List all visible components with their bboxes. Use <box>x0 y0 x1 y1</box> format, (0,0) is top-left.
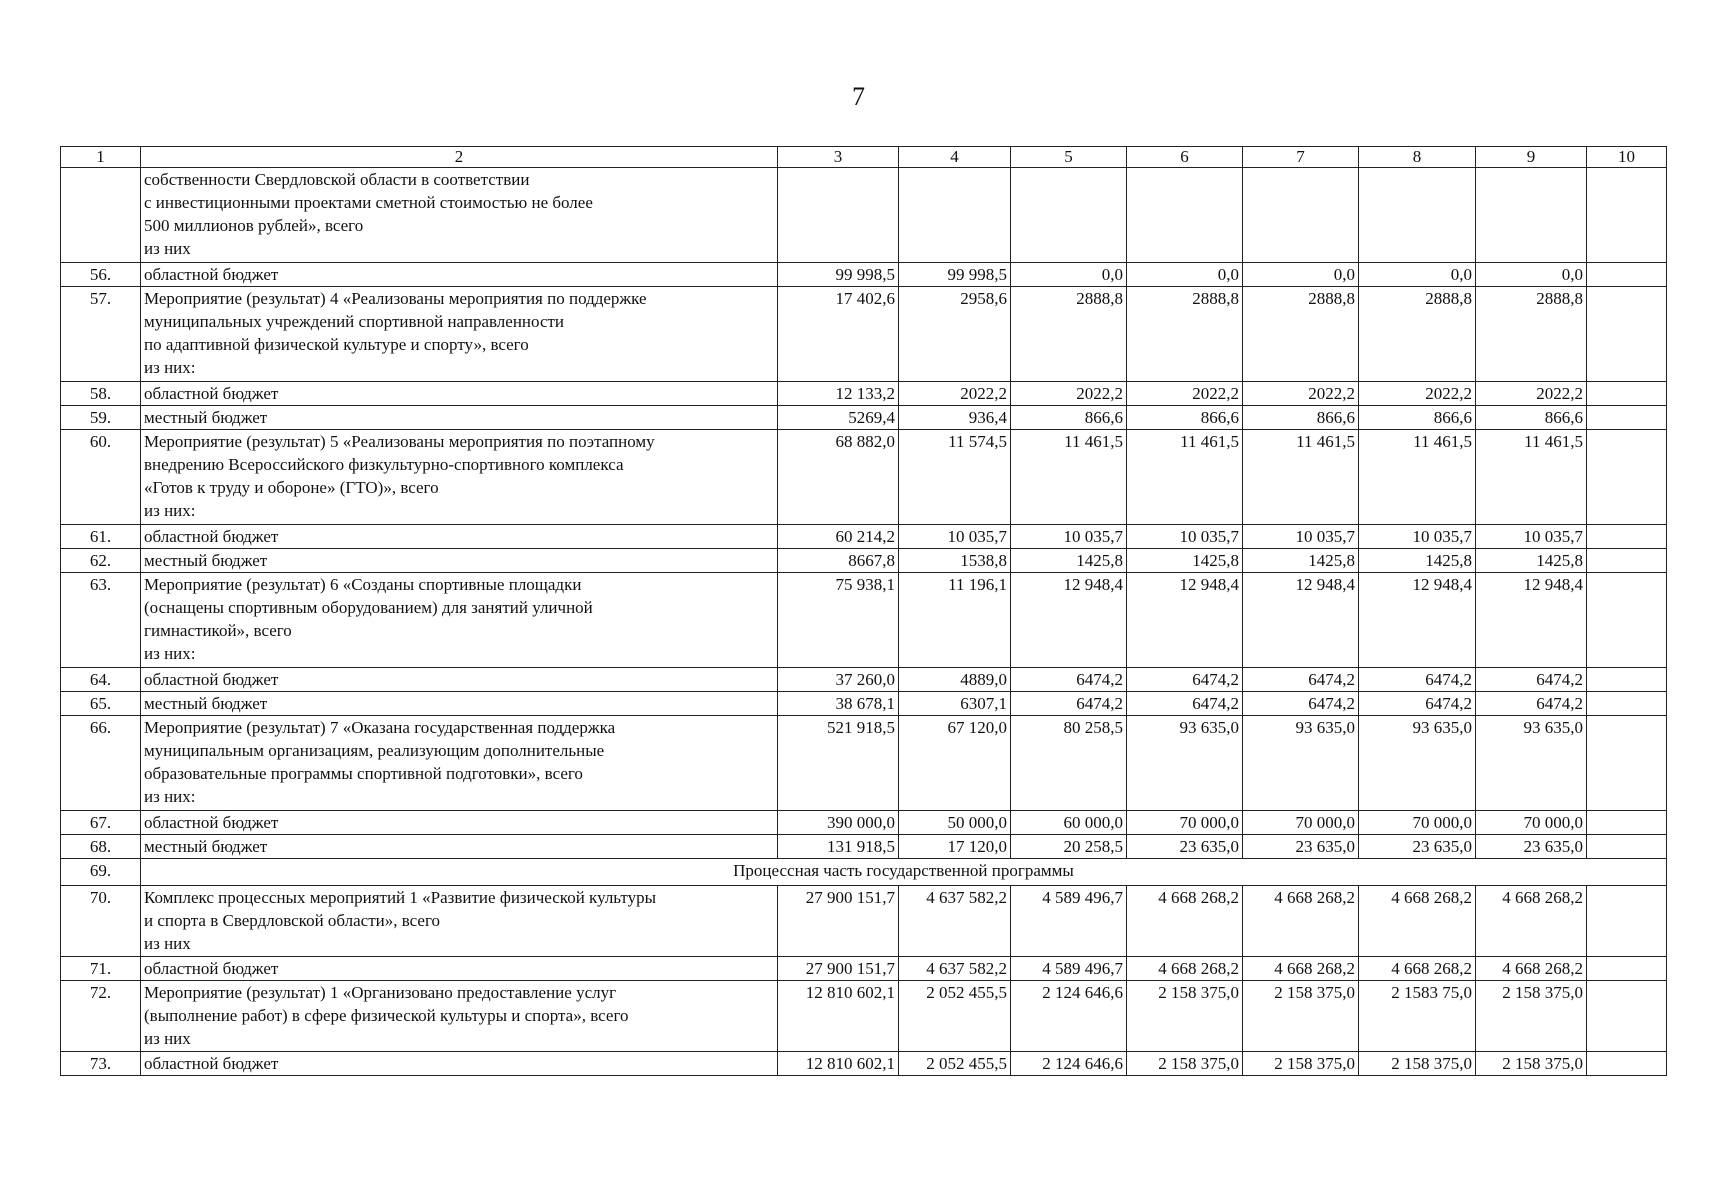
value-cell: 6474,2 <box>1243 668 1359 692</box>
table-row <box>61 811 1667 835</box>
value-cell: 6307,1 <box>899 692 1011 716</box>
value-cell: 866,6 <box>1011 406 1127 430</box>
value-cell: 0,0 <box>1127 263 1243 287</box>
table-row <box>61 835 1667 859</box>
value-cell: 27 900 151,7 <box>778 957 899 981</box>
column-header: 4 <box>899 147 1011 168</box>
description-line: из них <box>144 239 191 258</box>
row-number: 62. <box>61 549 141 573</box>
description-line: местный бюджет <box>144 837 268 856</box>
page-number: 7 <box>852 82 865 111</box>
value-cell: 60 000,0 <box>1011 811 1127 835</box>
value-cell: 11 461,5 <box>1243 430 1359 525</box>
value-cell: 2022,2 <box>1011 382 1127 406</box>
value-cell: 11 461,5 <box>1127 430 1243 525</box>
value-cell: 12 948,4 <box>1359 573 1476 668</box>
row-description <box>141 525 778 549</box>
row-description <box>141 668 778 692</box>
description-line: из них: <box>144 787 196 806</box>
value-cell: 10 035,7 <box>1243 525 1359 549</box>
value-cell: 2 158 375,0 <box>1127 1052 1243 1076</box>
description-line: внедрению Всероссийского физкультурно-спортивного комплекса <box>144 455 624 474</box>
value-cell: 12 948,4 <box>1243 573 1359 668</box>
value-cell: 6474,2 <box>1359 692 1476 716</box>
value-cell <box>1587 382 1667 406</box>
row-number: 61. <box>61 525 141 549</box>
table-row <box>61 668 1667 692</box>
value-cell: 1425,8 <box>1127 549 1243 573</box>
table-row <box>61 406 1667 430</box>
value-cell: 4 668 268,2 <box>1476 886 1587 957</box>
value-cell: 5269,4 <box>778 406 899 430</box>
value-cell: 866,6 <box>1243 406 1359 430</box>
description-line: из них <box>144 934 191 953</box>
description-line: и спорта в Свердловской области», всего <box>144 911 441 930</box>
value-cell: 4 637 582,2 <box>899 886 1011 957</box>
value-cell: 4889,0 <box>899 668 1011 692</box>
table-row <box>61 1052 1667 1076</box>
value-cell: 4 589 496,7 <box>1011 886 1127 957</box>
description-line: местный бюджет <box>144 408 268 427</box>
value-cell: 93 635,0 <box>1359 716 1476 811</box>
description-line: областной бюджет <box>144 384 279 403</box>
value-cell <box>1587 835 1667 859</box>
value-cell: 12 948,4 <box>1011 573 1127 668</box>
value-cell: 99 998,5 <box>778 263 899 287</box>
value-cell: 2022,2 <box>899 382 1011 406</box>
row-description <box>141 886 778 957</box>
column-header: 9 <box>1476 147 1587 168</box>
value-cell <box>1587 287 1667 382</box>
description-line: Мероприятие (результат) 4 «Реализованы мероприятия по поддержке <box>144 289 647 308</box>
value-cell: 2958,6 <box>899 287 1011 382</box>
row-description <box>141 287 778 382</box>
value-cell: 10 035,7 <box>1476 525 1587 549</box>
value-cell: 23 635,0 <box>1359 835 1476 859</box>
description-line: областной бюджет <box>144 959 279 978</box>
description-line: областной бюджет <box>144 1054 279 1073</box>
column-header: 7 <box>1243 147 1359 168</box>
value-cell: 12 948,4 <box>1127 573 1243 668</box>
value-cell: 93 635,0 <box>1127 716 1243 811</box>
description-line: муниципальных учреждений спортивной направленности <box>144 312 565 331</box>
value-cell <box>1587 981 1667 1052</box>
value-cell: 1538,8 <box>899 549 1011 573</box>
table-row <box>61 692 1667 716</box>
row-number: 60. <box>61 430 141 525</box>
value-cell <box>1359 168 1476 263</box>
row-description <box>141 263 778 287</box>
value-cell: 10 035,7 <box>1127 525 1243 549</box>
value-cell: 6474,2 <box>1127 668 1243 692</box>
table-row <box>61 886 1667 957</box>
description-line: образовательные программы спортивной подготовки», всего <box>144 764 583 783</box>
row-number: 71. <box>61 957 141 981</box>
description-line: местный бюджет <box>144 551 268 570</box>
value-cell: 20 258,5 <box>1011 835 1127 859</box>
row-number <box>61 168 141 263</box>
value-cell: 67 120,0 <box>899 716 1011 811</box>
value-cell: 0,0 <box>1011 263 1127 287</box>
value-cell: 99 998,5 <box>899 263 1011 287</box>
row-number: 69. <box>61 859 141 886</box>
value-cell: 11 461,5 <box>1359 430 1476 525</box>
description-line: 500 миллионов рублей», всего <box>144 216 364 235</box>
table-row <box>61 263 1667 287</box>
value-cell: 2888,8 <box>1243 287 1359 382</box>
value-cell: 2 052 455,5 <box>899 1052 1011 1076</box>
column-header: 2 <box>141 147 778 168</box>
value-cell: 6474,2 <box>1476 668 1587 692</box>
value-cell: 10 035,7 <box>1011 525 1127 549</box>
value-cell: 75 938,1 <box>778 573 899 668</box>
value-cell: 12 948,4 <box>1476 573 1587 668</box>
value-cell: 2 158 375,0 <box>1476 1052 1587 1076</box>
value-cell: 38 678,1 <box>778 692 899 716</box>
description-line: из них: <box>144 644 196 663</box>
value-cell: 4 637 582,2 <box>899 957 1011 981</box>
value-cell: 2888,8 <box>1011 287 1127 382</box>
table-row <box>61 430 1667 525</box>
row-description <box>141 406 778 430</box>
value-cell <box>1587 573 1667 668</box>
row-description <box>141 168 778 263</box>
table-row <box>61 382 1667 406</box>
description-line: из них: <box>144 358 196 377</box>
value-cell: 936,4 <box>899 406 1011 430</box>
value-cell: 866,6 <box>1476 406 1587 430</box>
value-cell: 11 574,5 <box>899 430 1011 525</box>
value-cell: 4 668 268,2 <box>1127 886 1243 957</box>
value-cell: 10 035,7 <box>1359 525 1476 549</box>
table-row <box>61 716 1667 811</box>
description-line: из них: <box>144 501 196 520</box>
row-number: 59. <box>61 406 141 430</box>
value-cell: 6474,2 <box>1127 692 1243 716</box>
row-description <box>141 573 778 668</box>
value-cell: 131 918,5 <box>778 835 899 859</box>
value-cell: 23 635,0 <box>1127 835 1243 859</box>
value-cell: 12 810 602,1 <box>778 981 899 1052</box>
value-cell <box>1587 692 1667 716</box>
row-number: 64. <box>61 668 141 692</box>
description-line: местный бюджет <box>144 694 268 713</box>
column-header: 5 <box>1011 147 1127 168</box>
value-cell: 0,0 <box>1476 263 1587 287</box>
value-cell: 4 668 268,2 <box>1243 886 1359 957</box>
value-cell <box>1587 549 1667 573</box>
value-cell <box>1587 668 1667 692</box>
value-cell: 2 052 455,5 <box>899 981 1011 1052</box>
row-description <box>141 430 778 525</box>
description-line: Мероприятие (результат) 7 «Оказана государственная поддержка <box>144 718 616 737</box>
row-number: 63. <box>61 573 141 668</box>
table-row <box>61 573 1667 668</box>
value-cell <box>1127 168 1243 263</box>
description-line: (оснащены спортивным оборудованием) для занятий уличной <box>144 598 593 617</box>
description-line: из них <box>144 1029 191 1048</box>
value-cell: 17 120,0 <box>899 835 1011 859</box>
value-cell: 2 124 646,6 <box>1011 981 1127 1052</box>
value-cell: 390 000,0 <box>778 811 899 835</box>
row-number: 73. <box>61 1052 141 1076</box>
value-cell <box>1587 430 1667 525</box>
description-line: с инвестиционными проектами сметной стоимостью не более <box>144 193 593 212</box>
value-cell: 70 000,0 <box>1359 811 1476 835</box>
value-cell <box>1587 263 1667 287</box>
row-number: 66. <box>61 716 141 811</box>
value-cell: 6474,2 <box>1011 668 1127 692</box>
value-cell: 6474,2 <box>1011 692 1127 716</box>
value-cell: 37 260,0 <box>778 668 899 692</box>
description-line: Мероприятие (результат) 6 «Созданы спортивные площадки <box>144 575 582 594</box>
value-cell: 93 635,0 <box>1243 716 1359 811</box>
value-cell: 11 196,1 <box>899 573 1011 668</box>
value-cell: 2888,8 <box>1476 287 1587 382</box>
value-cell: 12 810 602,1 <box>778 1052 899 1076</box>
value-cell: 2022,2 <box>1476 382 1587 406</box>
value-cell: 4 668 268,2 <box>1359 957 1476 981</box>
row-number: 70. <box>61 886 141 957</box>
value-cell: 12 133,2 <box>778 382 899 406</box>
description-line: областной бюджет <box>144 670 279 689</box>
value-cell <box>1587 886 1667 957</box>
value-cell: 23 635,0 <box>1476 835 1587 859</box>
value-cell: 1425,8 <box>1011 549 1127 573</box>
value-cell: 10 035,7 <box>899 525 1011 549</box>
row-description <box>141 835 778 859</box>
row-number: 67. <box>61 811 141 835</box>
value-cell: 68 882,0 <box>778 430 899 525</box>
value-cell: 4 589 496,7 <box>1011 957 1127 981</box>
section-title: Процессная часть государственной программы <box>141 859 1667 886</box>
value-cell: 4 668 268,2 <box>1476 957 1587 981</box>
description-line: Комплекс процессных мероприятий 1 «Развитие физической культуры <box>144 888 657 907</box>
budget-table <box>60 146 1667 1076</box>
description-line: гимнастикой», всего <box>144 621 292 640</box>
value-cell <box>1587 1052 1667 1076</box>
value-cell: 1425,8 <box>1243 549 1359 573</box>
table-row <box>61 549 1667 573</box>
value-cell: 2888,8 <box>1359 287 1476 382</box>
section-row <box>61 859 1667 886</box>
value-cell <box>1011 168 1127 263</box>
table-row <box>61 525 1667 549</box>
value-cell: 2022,2 <box>1243 382 1359 406</box>
value-cell: 2022,2 <box>1127 382 1243 406</box>
value-cell: 2888,8 <box>1127 287 1243 382</box>
value-cell <box>778 168 899 263</box>
value-cell: 6474,2 <box>1243 692 1359 716</box>
table-row <box>61 168 1667 263</box>
value-cell: 2 1583 75,0 <box>1359 981 1476 1052</box>
row-number: 57. <box>61 287 141 382</box>
value-cell: 2 158 375,0 <box>1127 981 1243 1052</box>
value-cell: 8667,8 <box>778 549 899 573</box>
value-cell: 0,0 <box>1359 263 1476 287</box>
row-number: 58. <box>61 382 141 406</box>
row-description <box>141 811 778 835</box>
table-row <box>61 287 1667 382</box>
value-cell: 17 402,6 <box>778 287 899 382</box>
value-cell <box>1587 406 1667 430</box>
value-cell <box>899 168 1011 263</box>
description-line: областной бюджет <box>144 265 279 284</box>
value-cell: 1425,8 <box>1476 549 1587 573</box>
description-line: областной бюджет <box>144 527 279 546</box>
row-description <box>141 957 778 981</box>
value-cell: 521 918,5 <box>778 716 899 811</box>
description-line: собственности Свердловской области в соответствии <box>144 170 530 189</box>
value-cell: 866,6 <box>1127 406 1243 430</box>
description-line: по адаптивной физической культуре и спорту», всего <box>144 335 529 354</box>
value-cell <box>1587 168 1667 263</box>
value-cell <box>1243 168 1359 263</box>
value-cell: 2 158 375,0 <box>1476 981 1587 1052</box>
value-cell: 4 668 268,2 <box>1359 886 1476 957</box>
value-cell: 4 668 268,2 <box>1127 957 1243 981</box>
row-description <box>141 716 778 811</box>
value-cell <box>1587 957 1667 981</box>
table-body <box>61 168 1667 1076</box>
description-line: областной бюджет <box>144 813 279 832</box>
value-cell <box>1587 716 1667 811</box>
description-line: Мероприятие (результат) 5 «Реализованы мероприятия по поэтапному <box>144 432 655 451</box>
row-number: 56. <box>61 263 141 287</box>
value-cell: 4 668 268,2 <box>1243 957 1359 981</box>
column-header: 6 <box>1127 147 1243 168</box>
value-cell: 27 900 151,7 <box>778 886 899 957</box>
value-cell: 0,0 <box>1243 263 1359 287</box>
value-cell: 70 000,0 <box>1127 811 1243 835</box>
description-line: «Готов к труду и обороне» (ГТО)», всего <box>144 478 439 497</box>
row-description <box>141 382 778 406</box>
column-number-row <box>61 147 1667 168</box>
table-row <box>61 957 1667 981</box>
row-number: 72. <box>61 981 141 1052</box>
row-description <box>141 1052 778 1076</box>
value-cell: 50 000,0 <box>899 811 1011 835</box>
value-cell: 23 635,0 <box>1243 835 1359 859</box>
value-cell: 866,6 <box>1359 406 1476 430</box>
description-line: (выполнение работ) в сфере физической культуры и спорта», всего <box>144 1006 629 1025</box>
column-header: 1 <box>61 147 141 168</box>
value-cell: 80 258,5 <box>1011 716 1127 811</box>
value-cell: 2 158 375,0 <box>1359 1052 1476 1076</box>
row-description <box>141 692 778 716</box>
value-cell: 6474,2 <box>1476 692 1587 716</box>
row-description <box>141 549 778 573</box>
column-header: 10 <box>1587 147 1667 168</box>
value-cell: 60 214,2 <box>778 525 899 549</box>
value-cell <box>1587 811 1667 835</box>
table-row <box>61 981 1667 1052</box>
value-cell: 11 461,5 <box>1476 430 1587 525</box>
value-cell: 2022,2 <box>1359 382 1476 406</box>
row-number: 65. <box>61 692 141 716</box>
value-cell: 11 461,5 <box>1011 430 1127 525</box>
description-line: муниципальным организациям, реализующим дополнительные <box>144 741 605 760</box>
value-cell <box>1476 168 1587 263</box>
row-description <box>141 981 778 1052</box>
description-line: Мероприятие (результат) 1 «Организовано предоставление услуг <box>144 983 617 1002</box>
value-cell: 70 000,0 <box>1243 811 1359 835</box>
row-number: 68. <box>61 835 141 859</box>
value-cell <box>1587 525 1667 549</box>
value-cell: 6474,2 <box>1359 668 1476 692</box>
value-cell: 93 635,0 <box>1476 716 1587 811</box>
value-cell: 70 000,0 <box>1476 811 1587 835</box>
value-cell: 2 158 375,0 <box>1243 1052 1359 1076</box>
value-cell: 1425,8 <box>1359 549 1476 573</box>
value-cell: 2 124 646,6 <box>1011 1052 1127 1076</box>
value-cell: 2 158 375,0 <box>1243 981 1359 1052</box>
column-header: 3 <box>778 147 899 168</box>
column-header: 8 <box>1359 147 1476 168</box>
